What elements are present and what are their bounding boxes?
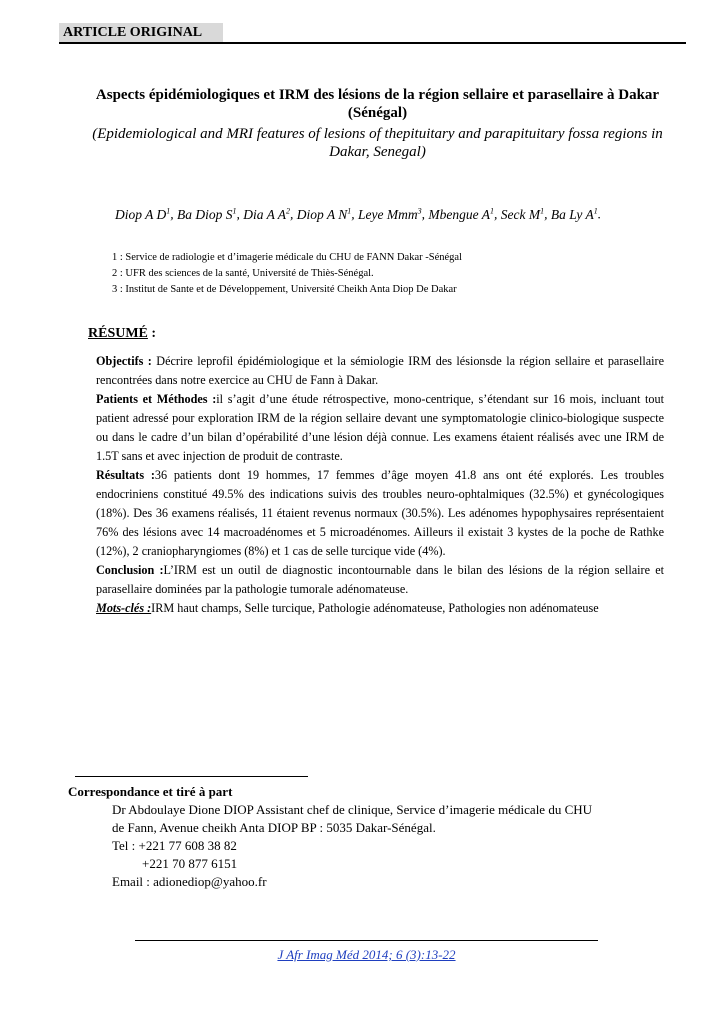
abstract-objectives: Objectifs : Décrire leprofil épidémiologique et la sémiologie IRM des lésionsde la région sellaire et parasellaire rencontrées dans notre exercice au CHU de Fann à Dakar. — [96, 354, 664, 387]
author: Mbengue $A^1$ — [428, 206, 495, 222]
correspondence-line: de Fann, Avenue cheikh Anta DIOP BP : 5035 Dakar-Sénégal. — [112, 820, 436, 835]
abstract-keywords: Mots-clés :IRM haut champs, Selle turcique, Pathologie adénomateuse, Pathologies non adénomateuse — [96, 601, 599, 615]
affiliation-item: 1 : Service de radiologie et d’imagerie médicale du CHU de FANN Dakar -Sénégal — [112, 252, 462, 263]
journal-citation: J Afr Imag Méd 2014; 6 (3):13-22 — [277, 947, 456, 962]
author: Diop A $N^1$ — [296, 206, 352, 222]
author: Dia A $A^2$ — [243, 206, 291, 222]
author: Leye Mmm$^3$ — [358, 206, 422, 222]
affiliation-item: 3 : Institut de Sante et de Développement, Université Cheikh Anta Diop De Dakar — [112, 284, 457, 295]
affiliations — [112, 250, 462, 298]
correspondence-email: Email : adionediop@yahoo.fr — [112, 874, 267, 889]
abstract-methods: Patients et Méthodes :il s’agit d’une étude rétrospective, mono-centrique, s’étendant sur 16 mois, incluant tout patient adressé pour exploration IRM de la région sellaire devant une symptomatologie clinico-biologique suspecte ou dans le cadre d’un bilan d’opérabilité d’une lésion déjà connue. Les examens étaient réalisés avec une IRM de 1.5T sans et avec injection de produit de contraste. — [96, 392, 664, 463]
correspondence-line: Dr Abdoulaye Dione DIOP Assistant chef de clinique, Service d’imagerie médicale du CHU — [112, 802, 593, 817]
correspondence-details — [112, 801, 692, 891]
correspondence-heading: Correspondance et tiré à part — [68, 784, 233, 799]
correspondence-phone: +221 70 877 6151 — [142, 856, 238, 871]
section-label: ARTICLE ORIGINAL — [63, 25, 203, 40]
abstract-results: Résultats :36 patients dont 19 hommes, 17 femmes d’âge moyen 41.8 ans ont été explorés. Les troubles endocriniens constitué 49.5% des indications suivis des troubles neuro-ophtalmiques (32.5%) et gynécologiques (18%). Des 36 examens réalisés, 11 étaient revenus normaux (30.5%). Les adénomes hypophysaires représentaient 76% des lésions avec 14 macroadénomes et 5 microadénomes. Ailleurs il existait 3 kystes de la poche de Rathke (12%), 2 craniopharyngiomes (8%) et 1 cas de selle turcique vide (4%). — [96, 468, 664, 558]
author: Ba Ly $A^1$ — [550, 206, 598, 222]
author: Ba Diop $S^1$ — [177, 206, 237, 222]
article-title: Aspects épidémiologiques et IRM des lésions de la région sellaire et parasellaire à Dakar (Sénégal) — [95, 87, 660, 121]
author: Diop A $D^1$ — [115, 206, 171, 222]
abstract-heading: RÉSUMÉ : — [88, 326, 157, 341]
author-list: Diop A $D^1$, Ba Diop $S^1$, Dia A $A^2$, Diop A $N^1$, Leye Mmm$^3$, Mbengue $A^1$, Seck $M^1$, Ba Ly $A^1$. — [115, 206, 602, 222]
footer-rule — [135, 940, 598, 941]
correspondence-phone: Tel : +221 77 608 38 82 — [112, 838, 237, 853]
affiliation-item: 2 : UFR des sciences de la santé, Université de Thiès-Sénégal. — [112, 268, 374, 279]
article-title-english: (Epidemiological and MRI features of lesions of thepituitary and parapituitary fossa regions in Dakar, Senegal) — [92, 126, 663, 160]
header-rule — [59, 42, 686, 44]
correspondence-rule — [75, 776, 308, 777]
abstract-body — [96, 352, 664, 618]
author: Seck $M^1$ — [500, 206, 545, 222]
abstract-conclusion: Conclusion :L’IRM est un outil de diagnostic incontournable dans le bilan des lésions de la région sellaire et parasellaire dominées par la pathologie tumorale adénomateuse. — [96, 563, 664, 596]
